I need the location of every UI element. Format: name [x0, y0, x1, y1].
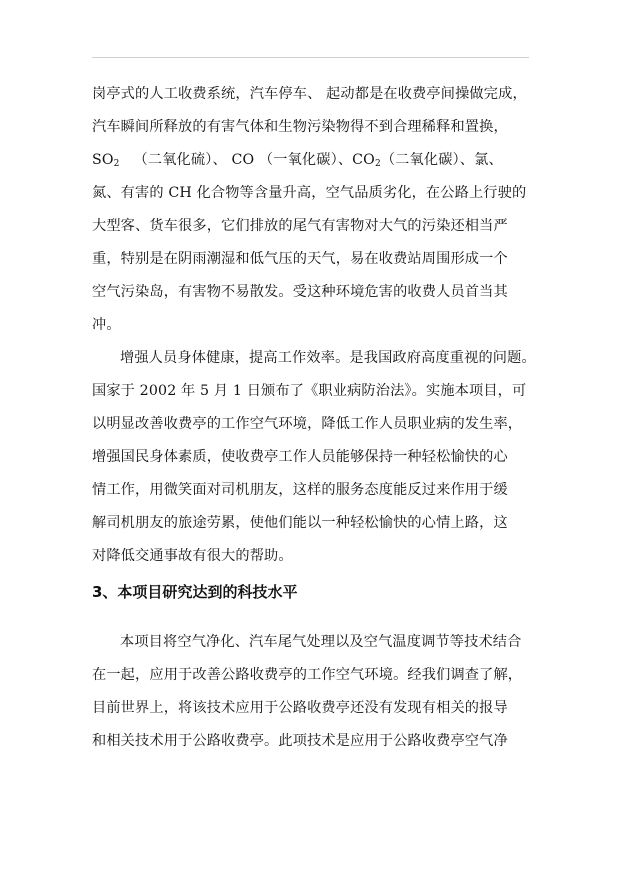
text-line: 目前世界上，将该技术应用于公路收费亭还没有发现有相关的报导 [92, 700, 508, 716]
text-line-formula [92, 150, 503, 170]
text-line: 本项目将空气净化、汽车尾气处理以及空气温度调节等技术结合 [120, 634, 522, 650]
co2-subscript: 2 [374, 159, 381, 169]
formula-text: （二氧化硫）、 CO （一氧化碳）、CO [133, 152, 375, 168]
text-line: 岗亭式的人工收费系统，汽车停车、 起动都是在收费亭间操做完成， [92, 86, 527, 102]
text-line: 空气污染岛，有害物不易散发。受这种环境危害的收费人员首当其 [92, 284, 508, 300]
section-heading: 3、本项目研究达到的科技水平 [92, 583, 298, 601]
so2-symbol: $SO_2$ [92, 152, 120, 169]
formula-text-tail: （二氧化碳）、氯、 [380, 152, 503, 168]
text-line: 重，特别是在阴雨潮湿和低气压的天气，易在收费站周围形成一个 [92, 251, 508, 267]
text-line: 大型客、货车很多，它们排放的尾气有害物对大气的污染还相当严 [92, 218, 508, 234]
text-line: 解司机朋友的旅途劳累，使他们能以一种轻松愉快的心情上路，这 [92, 515, 508, 531]
text-line: 国家于 2002 年 5 月 1 日颁布了《职业病防治法》。实施本项目，可 [92, 383, 527, 399]
header-rule [92, 57, 529, 58]
text-line: 在一起，应用于改善公路收费亭的工作空气环境。经我们调查了解， [92, 667, 523, 683]
text-line: 和相关技术用于公路收费亭。此项技术是应用于公路收费亭空气净 [92, 733, 508, 749]
text-line: 氮、有害的 CH 化合物等含量升高，空气品质劣化，在公路上行驶的 [92, 185, 527, 201]
text-line: 增强人员身体健康，提高工作效率。是我国政府高度重视的问题。 [120, 350, 536, 366]
text-line: 以明显改善收费亭的工作空气环境，降低工作人员职业病的发生率， [92, 416, 523, 432]
text-line: 对降低交通事故有很大的帮助。 [92, 548, 293, 564]
text-line: 汽车瞬间所释放的有害气体和生物污染物得不到合理稀释和置换， [92, 119, 508, 135]
text-line: 情工作，用微笑面对司机朋友，这样的服务态度能反过来作用于缓 [92, 482, 508, 498]
text-line: 冲。 [92, 317, 121, 333]
text-line: 增强国民身体素质，使收费亭工作人员能够保持一种轻松愉快的心 [92, 449, 508, 465]
